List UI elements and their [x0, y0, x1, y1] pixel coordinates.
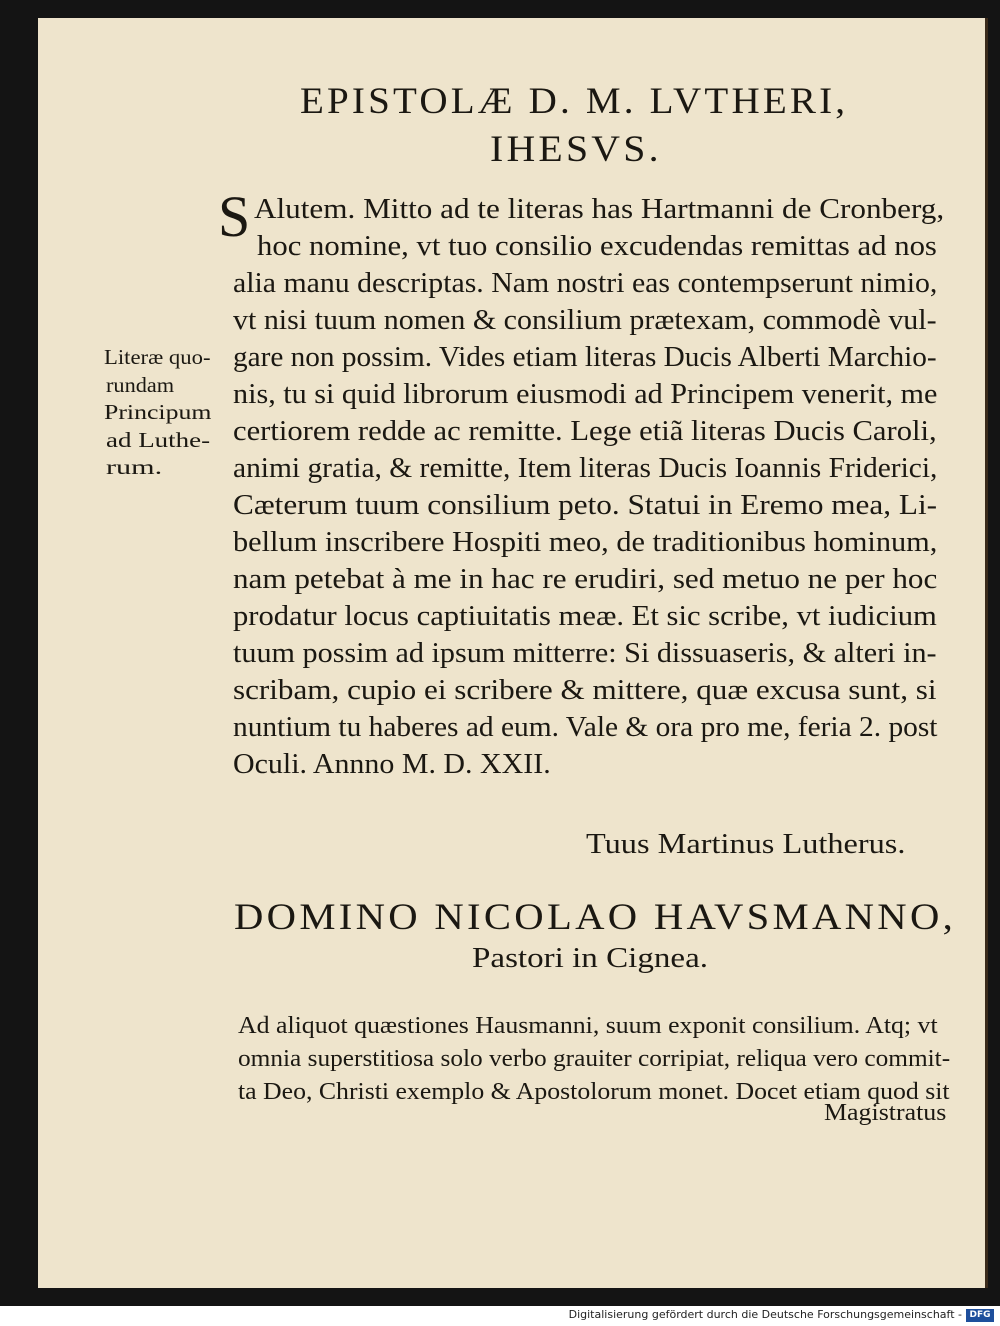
letter-line: Oculi. Annno M. D. XXII.: [233, 748, 551, 780]
book-page: [38, 18, 988, 1288]
margin-line: Literæ quo-: [104, 345, 211, 369]
next-letter-heading: DOMINO NICOLAO HAVSMANNO,: [234, 897, 957, 938]
letter-line: bellum inscribere Hospiti meo, de traditionibus hominum,: [233, 526, 938, 558]
letter-line: certiorem redde ac remitte. Lege etiã literas Ducis Caroli,: [233, 415, 937, 447]
funding-notice: Digitalisierung gefördert durch die Deutsche Forschungsgemeinschaft -: [568, 1308, 962, 1321]
drop-initial: S: [218, 184, 251, 249]
letter-first-line: Alutem. Mitto ad te literas has Hartmanni de Cronberg,: [254, 193, 945, 225]
argument-line: omnia superstitiosa solo verbo grauiter corripiat, reliqua vero commit-: [238, 1046, 951, 1072]
letter-line: scribam, cupio ei scribere & mittere, quæ excusa sunt, si: [233, 674, 937, 706]
running-title: EPISTOLÆ D. M. LVTHERI,: [300, 81, 849, 122]
margin-line: Principum: [104, 400, 212, 424]
signature: Tuus Martinus Lutherus.: [586, 828, 906, 860]
argument-line: ta Deo, Christi exemplo & Apostolorum monet. Docet etiam quod sit: [238, 1079, 950, 1105]
margin-line: rum.: [106, 455, 163, 479]
letter-line: nis, tu si quid librorum eiusmodi ad Principem venerit, me: [233, 378, 938, 410]
letter-line: nam petebat à me in hac re erudiri, sed metuo ne per hoc: [233, 563, 938, 595]
letter-line: animi gratia, & remitte, Item literas Ducis Ioannis Friderici,: [233, 452, 938, 484]
invocation-heading: IHESVS.: [490, 129, 662, 170]
letter-line: alia manu descriptas. Nam nostri eas contempserunt nimio,: [233, 267, 938, 299]
letter-line: gare non possim. Vides etiam literas Ducis Alberti Marchio-: [233, 341, 937, 373]
letter-line: nuntium tu haberes ad eum. Vale & ora pro me, feria 2. post: [233, 711, 938, 743]
dfg-logo: DFG: [966, 1309, 994, 1322]
letter-line: vt nisi tuum nomen & consilium prætexam, commodè vul-: [233, 304, 937, 336]
next-letter-subheading: Pastori in Cignea.: [472, 942, 709, 974]
letter-line: prodatur locus captiuitatis meæ. Et sic scribe, vt iudicium: [233, 600, 937, 632]
catchword: Magistratus: [824, 1100, 947, 1126]
letter-line: tuum possim ad ipsum mitterre: Si dissuaseris, & alteri in-: [233, 637, 937, 669]
margin-line: ad Luthe-: [106, 427, 211, 452]
margin-line: rundam: [106, 372, 175, 397]
argument-line: Ad aliquot quæstiones Hausmanni, suum exponit consilium. Atq; vt: [238, 1013, 938, 1039]
letter-line: hoc nomine, vt tuo consilio excudendas remittas ad nos: [257, 230, 937, 262]
footer-bar: [0, 1306, 1000, 1326]
letter-line: Cæterum tuum consilium peto. Statui in Eremo mea, Li-: [233, 489, 938, 521]
